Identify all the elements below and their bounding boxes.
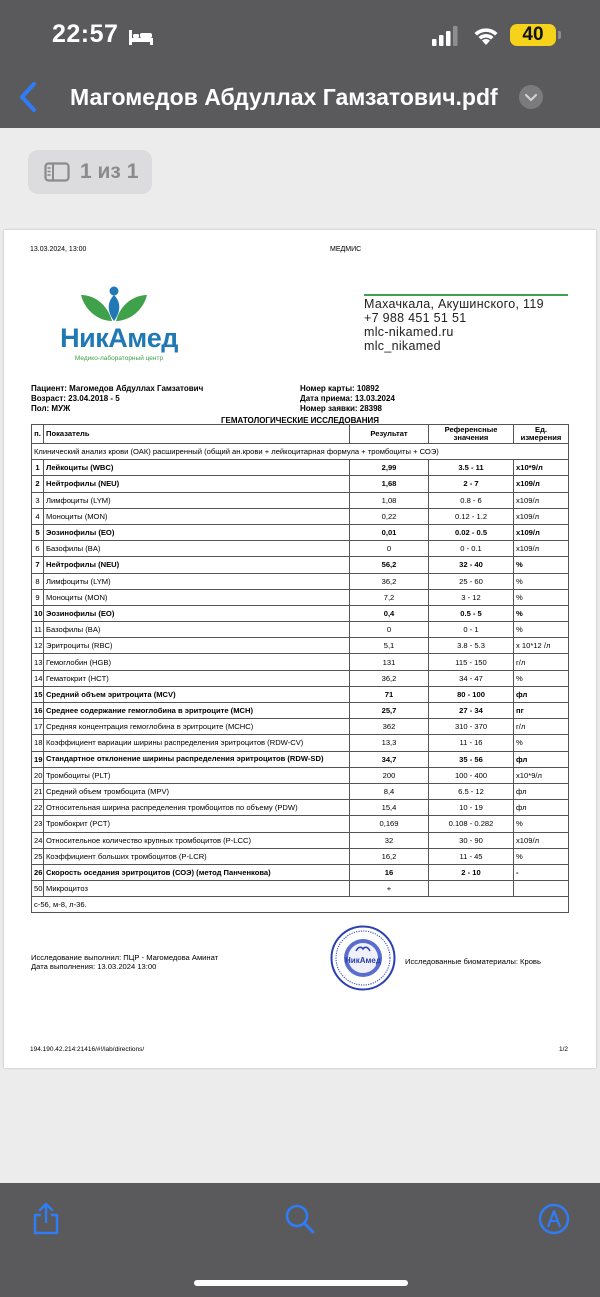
contact-phone: +7 988 451 51 51 bbox=[364, 311, 467, 325]
cell-reference: 0.108 - 0.282 bbox=[429, 816, 514, 832]
cell-number: 23 bbox=[32, 816, 44, 832]
table-row bbox=[32, 686, 569, 702]
cell-unit: % bbox=[514, 622, 569, 638]
print-source: МЕДМИС bbox=[330, 246, 362, 253]
cell-name: Лейкоциты (WBC) bbox=[44, 460, 350, 476]
cell-unit: фл bbox=[514, 686, 569, 702]
cell-number: 10 bbox=[32, 605, 44, 621]
cell-reference bbox=[429, 881, 514, 897]
cell-result: 0 bbox=[350, 541, 429, 557]
cell-unit: г/л bbox=[514, 654, 569, 670]
cell-result: 8,4 bbox=[350, 783, 429, 799]
cell-result: 5,1 bbox=[350, 638, 429, 654]
cell-name: Средний объем тромбоцита (MPV) bbox=[44, 783, 350, 799]
cell-reference: 0.12 - 1.2 bbox=[429, 508, 514, 524]
cell-result: 7,2 bbox=[350, 589, 429, 605]
cell-reference: 80 - 100 bbox=[429, 686, 514, 702]
cell-reference: 0 - 0.1 bbox=[429, 541, 514, 557]
cell-result: 32 bbox=[350, 832, 429, 848]
clinic-logo bbox=[54, 285, 184, 365]
cell-result: 36,2 bbox=[350, 670, 429, 686]
cell-name: Среднее содержание гемоглобина в эритроците (MCH) bbox=[44, 703, 350, 719]
cell-name: Средняя концентрация гемоглобина в эритроците (MCHC) bbox=[44, 719, 350, 735]
cell-reference: 34 - 47 bbox=[429, 670, 514, 686]
cell-number: 16 bbox=[32, 703, 44, 719]
cell-number: 24 bbox=[32, 832, 44, 848]
cell-result: 0,4 bbox=[350, 605, 429, 621]
cell-result: 131 bbox=[350, 654, 429, 670]
contact-website: mlc-nikamed.ru bbox=[364, 325, 454, 339]
cell-name: Нейтрофилы (NEU) bbox=[44, 557, 350, 573]
cell-unit: % bbox=[514, 557, 569, 573]
table-row bbox=[32, 751, 569, 767]
table-row bbox=[32, 492, 569, 508]
cell-result: 362 bbox=[350, 719, 429, 735]
cell-result: 0,01 bbox=[350, 524, 429, 540]
cell-unit: x109/л bbox=[514, 832, 569, 848]
cell-reference: 10 - 19 bbox=[429, 800, 514, 816]
cell-unit: % bbox=[514, 816, 569, 832]
table-row bbox=[32, 735, 569, 751]
logo-subtitle: Медико-лабораторный центр bbox=[74, 355, 164, 362]
cell-result: 0,169 bbox=[350, 816, 429, 832]
stamp-text: НикАмед bbox=[345, 956, 381, 965]
cell-unit: x109/л bbox=[514, 476, 569, 492]
cell-result: 1,08 bbox=[350, 492, 429, 508]
patient-name: Пациент: Магомедов Абдуллах Гамзатович bbox=[31, 384, 204, 393]
table-row bbox=[32, 622, 569, 638]
markup-icon[interactable] bbox=[538, 1203, 570, 1237]
cell-name: Лимфоциты (LYM) bbox=[44, 492, 350, 508]
cell-name: Относительное количество крупных тромбоцитов (P-LCC) bbox=[44, 832, 350, 848]
cell-number: 26 bbox=[32, 864, 44, 880]
cell-result: 36,2 bbox=[350, 573, 429, 589]
results-table bbox=[31, 424, 569, 913]
contacts-divider bbox=[364, 294, 568, 296]
cell-reference: 6.5 - 12 bbox=[429, 783, 514, 799]
cell-unit: x109/л bbox=[514, 508, 569, 524]
cell-unit: x109/л bbox=[514, 541, 569, 557]
table-row bbox=[32, 832, 569, 848]
performed-date: Дата выполнения: 13.03.2024 13:00 bbox=[31, 962, 157, 971]
cell-reference: 0.5 - 5 bbox=[429, 605, 514, 621]
cell-number: 50 bbox=[32, 881, 44, 897]
table-row bbox=[32, 541, 569, 557]
cell-name: Коэффициент больших тромбоцитов (P-LCR) bbox=[44, 848, 350, 864]
table-row bbox=[32, 638, 569, 654]
footer-page-number: 1/2 bbox=[559, 1046, 569, 1053]
cell-unit: % bbox=[514, 589, 569, 605]
cell-result: + bbox=[350, 881, 429, 897]
table-row bbox=[32, 605, 569, 621]
table-row bbox=[32, 881, 569, 897]
page-count-label: 1 из 1 bbox=[80, 160, 139, 183]
cell-name: Коэффициент вариации ширины распределения эритроцитов (RDW-CV) bbox=[44, 735, 350, 751]
cell-unit: % bbox=[514, 735, 569, 751]
cell-name: Гематокрит (HCT) bbox=[44, 670, 350, 686]
cell-number: 20 bbox=[32, 767, 44, 783]
cell-name: Микроцитоз bbox=[44, 881, 350, 897]
cell-name: Моноциты (MON) bbox=[44, 589, 350, 605]
group-title-row bbox=[32, 444, 569, 460]
table-row bbox=[32, 783, 569, 799]
cell-reference: 115 - 150 bbox=[429, 654, 514, 670]
cell-name: Базофилы (BA) bbox=[44, 541, 350, 557]
cell-unit: x109/л bbox=[514, 524, 569, 540]
table-row bbox=[32, 767, 569, 783]
leukocyte-formula-note: с-56, м-8, л-36. bbox=[32, 897, 569, 913]
clinic-contacts bbox=[364, 297, 544, 353]
home-indicator bbox=[194, 1280, 408, 1286]
cell-reference: 32 - 40 bbox=[429, 557, 514, 573]
search-icon[interactable] bbox=[284, 1203, 316, 1237]
cell-unit: % bbox=[514, 573, 569, 589]
table-row bbox=[32, 589, 569, 605]
section-title: ГЕМАТОЛОГИЧЕСКИЕ ИССЛЕДОВАНИЯ bbox=[220, 416, 380, 425]
contact-address: Махачкала, Акушинского, 119 bbox=[364, 297, 544, 311]
visit-date: Дата приема: 13.03.2024 bbox=[300, 394, 395, 403]
clinic-stamp bbox=[330, 925, 396, 991]
table-row bbox=[32, 476, 569, 492]
cell-result: 56,2 bbox=[350, 557, 429, 573]
col-ref-header: Референсные значения bbox=[429, 425, 514, 444]
cell-reference: 0 - 1 bbox=[429, 622, 514, 638]
cell-number: 22 bbox=[32, 800, 44, 816]
cell-reference: 3.5 - 11 bbox=[429, 460, 514, 476]
table-row bbox=[32, 508, 569, 524]
table-row bbox=[32, 703, 569, 719]
cell-reference: 100 - 400 bbox=[429, 767, 514, 783]
biomaterials: Исследованные биоматериалы: Кровь bbox=[405, 957, 541, 966]
cell-number: 6 bbox=[32, 541, 44, 557]
table-row bbox=[32, 557, 569, 573]
cell-reference: 0.02 - 0.5 bbox=[429, 524, 514, 540]
cell-unit: x10*9/л bbox=[514, 767, 569, 783]
table-row bbox=[32, 864, 569, 880]
cell-reference: 35 - 56 bbox=[429, 751, 514, 767]
cell-result: 34,7 bbox=[350, 751, 429, 767]
cell-number: 4 bbox=[32, 508, 44, 524]
cell-number: 25 bbox=[32, 848, 44, 864]
cell-number: 18 bbox=[32, 735, 44, 751]
wifi-icon bbox=[472, 24, 500, 46]
cell-number: 9 bbox=[32, 589, 44, 605]
cell-result: 71 bbox=[350, 686, 429, 702]
cell-number: 14 bbox=[32, 670, 44, 686]
contact-social: mlc_nikamed bbox=[364, 339, 441, 353]
cell-unit: % bbox=[514, 848, 569, 864]
cell-unit: x 10*12 /л bbox=[514, 638, 569, 654]
cell-number: 11 bbox=[32, 622, 44, 638]
battery-indicator: 40 bbox=[510, 24, 556, 46]
table-row bbox=[32, 816, 569, 832]
cell-reference: 3 - 12 bbox=[429, 589, 514, 605]
col-result-header: Результат bbox=[350, 425, 429, 444]
table-header-row bbox=[32, 425, 569, 444]
table-row bbox=[32, 524, 569, 540]
cell-reference: 11 - 45 bbox=[429, 848, 514, 864]
cell-unit: % bbox=[514, 605, 569, 621]
card-number: Номер карты: 10892 bbox=[300, 384, 380, 393]
cell-result: 13,3 bbox=[350, 735, 429, 751]
cell-unit: фл bbox=[514, 783, 569, 799]
cell-number: 5 bbox=[32, 524, 44, 540]
cell-unit: % bbox=[514, 670, 569, 686]
cell-unit: x109/л bbox=[514, 492, 569, 508]
cell-number: 13 bbox=[32, 654, 44, 670]
col-name-header: Показатель bbox=[44, 425, 350, 444]
cell-unit: пг bbox=[514, 703, 569, 719]
cell-reference: 27 - 34 bbox=[429, 703, 514, 719]
cell-reference: 0.8 - 6 bbox=[429, 492, 514, 508]
col-unit-header: Ед. измерения bbox=[514, 425, 569, 444]
cell-unit: x10*9/л bbox=[514, 460, 569, 476]
cell-name: Эритроциты (RBC) bbox=[44, 638, 350, 654]
pdf-page[interactable] bbox=[4, 230, 596, 1068]
cell-reference: 25 - 60 bbox=[429, 573, 514, 589]
cell-name: Базофилы (BA) bbox=[44, 622, 350, 638]
cell-name: Стандартное отклонение ширины распределения эритроцитов (RDW-SD) bbox=[44, 751, 350, 767]
cell-name: Эозинофилы (EO) bbox=[44, 605, 350, 621]
table-row bbox=[32, 800, 569, 816]
cell-result: 0,22 bbox=[350, 508, 429, 524]
cell-name: Скорость оседания эритроцитов (СОЭ) (метод Панченкова) bbox=[44, 864, 350, 880]
cell-result: 16,2 bbox=[350, 848, 429, 864]
sleep-focus-icon bbox=[128, 28, 154, 46]
status-time: 22:57 bbox=[52, 20, 119, 48]
logo-name: НикАмед bbox=[60, 323, 178, 353]
print-datetime: 13.03.2024, 13:00 bbox=[30, 246, 87, 253]
patient-age: Возраст: 23.04.2018 - 5 bbox=[31, 394, 120, 403]
cell-number: 21 bbox=[32, 783, 44, 799]
table-row bbox=[32, 460, 569, 476]
table-row bbox=[32, 573, 569, 589]
cell-reference: 2 - 7 bbox=[429, 476, 514, 492]
back-button[interactable] bbox=[14, 80, 44, 114]
cell-name: Лимфоциты (LYM) bbox=[44, 573, 350, 589]
patient-sex: Пол: МУЖ bbox=[31, 404, 71, 413]
cell-reference: 3.8 - 5.3 bbox=[429, 638, 514, 654]
cell-number: 3 bbox=[32, 492, 44, 508]
battery-cap bbox=[558, 31, 561, 39]
performer: Исследование выполнил: ПЦР - Магомедова Аминат bbox=[31, 953, 219, 962]
cell-result: 0 bbox=[350, 622, 429, 638]
sidebar-icon bbox=[44, 162, 70, 182]
group-title: Клинический анализ крови (ОАК) расширенный (общий ан.крови + лейкоцитарная формула + тромбоциты + СОЭ) bbox=[32, 444, 569, 460]
cell-result: 1,68 bbox=[350, 476, 429, 492]
cell-unit: фл bbox=[514, 800, 569, 816]
cell-name: Моноциты (MON) bbox=[44, 508, 350, 524]
footer-url: 194.190.42.214:21416/#!/lab/directions/ bbox=[30, 1046, 145, 1053]
cell-number: 17 bbox=[32, 719, 44, 735]
cell-name: Гемоглобин (HGB) bbox=[44, 654, 350, 670]
cell-unit: фл bbox=[514, 751, 569, 767]
cell-unit: - bbox=[514, 864, 569, 880]
cell-name: Относительная ширина распределения тромбоцитов по объему (PDW) bbox=[44, 800, 350, 816]
performer-info bbox=[31, 953, 218, 971]
cell-result: 16 bbox=[350, 864, 429, 880]
order-number: Номер заявки: 28398 bbox=[300, 404, 382, 413]
cell-number: 8 bbox=[32, 573, 44, 589]
cell-number: 1 bbox=[32, 460, 44, 476]
cell-result: 200 bbox=[350, 767, 429, 783]
table-row bbox=[32, 670, 569, 686]
cell-name: Средний объем эритроцита (MCV) bbox=[44, 686, 350, 702]
cell-name: Тромбокрит (PCT) bbox=[44, 816, 350, 832]
cell-number: 7 bbox=[32, 557, 44, 573]
cell-name: Нейтрофилы (NEU) bbox=[44, 476, 350, 492]
cell-name: Эозинофилы (EO) bbox=[44, 524, 350, 540]
cell-number: 2 bbox=[32, 476, 44, 492]
table-row bbox=[32, 719, 569, 735]
cell-reference: 310 - 370 bbox=[429, 719, 514, 735]
cell-result: 2,99 bbox=[350, 460, 429, 476]
table-row bbox=[32, 654, 569, 670]
cell-number: 15 bbox=[32, 686, 44, 702]
cell-result: 15,4 bbox=[350, 800, 429, 816]
cell-unit: г/л bbox=[514, 719, 569, 735]
cell-reference: 30 - 90 bbox=[429, 832, 514, 848]
leaves-logo-icon bbox=[79, 285, 149, 327]
cellular-signal-icon bbox=[432, 26, 458, 46]
page-indicator[interactable] bbox=[28, 150, 152, 194]
note-row bbox=[32, 897, 569, 913]
chevron-down-icon[interactable] bbox=[519, 85, 543, 109]
cell-reference: 11 - 16 bbox=[429, 735, 514, 751]
cell-number: 19 bbox=[32, 751, 44, 767]
cell-result: 25,7 bbox=[350, 703, 429, 719]
col-number-header: п. bbox=[32, 425, 44, 444]
document-title[interactable]: Магомедов Абдуллах Гамзатович.pdf bbox=[70, 84, 498, 110]
table-row bbox=[32, 848, 569, 864]
share-icon[interactable] bbox=[30, 1201, 62, 1235]
cell-unit bbox=[514, 881, 569, 897]
cell-name: Тромбоциты (PLT) bbox=[44, 767, 350, 783]
cell-number: 12 bbox=[32, 638, 44, 654]
top-bar bbox=[0, 0, 600, 128]
cell-reference: 2 - 10 bbox=[429, 864, 514, 880]
